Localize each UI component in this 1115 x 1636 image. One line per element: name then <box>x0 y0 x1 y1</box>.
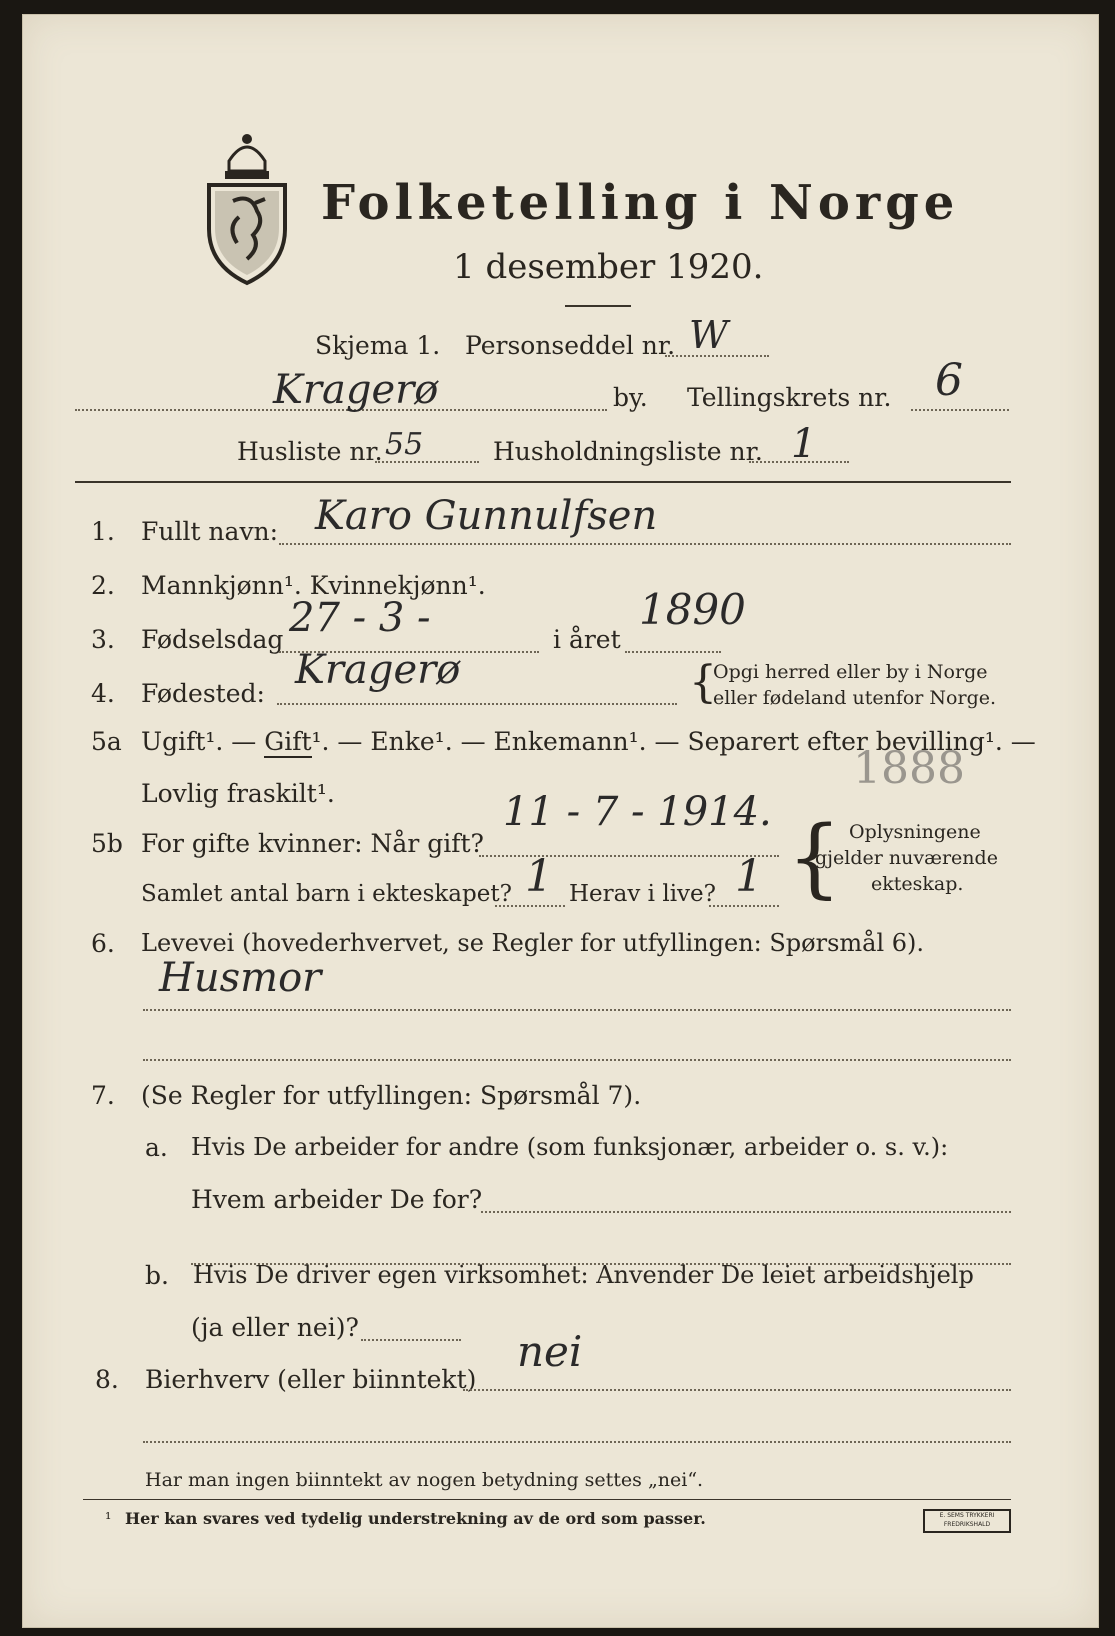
footnote-number: ¹ <box>105 1509 112 1528</box>
q5b-number: 5b <box>91 829 123 858</box>
q8-number: 8. <box>95 1365 119 1394</box>
q5b-value3[interactable]: 1 <box>735 851 763 902</box>
q7a-text: Hvis De arbeider for andre (som funksjonær, arbeider o. s. v.): <box>191 1133 949 1161</box>
coat-of-arms-icon <box>199 127 295 287</box>
q5b-line3 <box>709 905 779 907</box>
q2-number: 2. <box>91 571 115 600</box>
q3-number: 3. <box>91 625 115 654</box>
q5b-line2 <box>495 905 565 907</box>
q7-label: (Se Regler for utfyllingen: Spørsmål 7). <box>141 1081 642 1110</box>
q5a-number: 5a <box>91 727 122 756</box>
q7b-text: Hvis De driver egen virksomhet: Anvender De leiet arbeidshjelp <box>193 1261 974 1289</box>
q4-note-brace: { <box>689 657 717 708</box>
q4-note-2: eller fødeland utenfor Norge. <box>713 687 997 709</box>
q3-year-value[interactable]: 1890 <box>639 585 746 634</box>
tellingskrets-line <box>911 409 1009 411</box>
q7a-line1 <box>481 1211 1011 1213</box>
q5b-note-3: ekteskap. <box>871 873 964 895</box>
skjema-label: Skjema 1. <box>315 331 441 360</box>
q1-number: 1. <box>91 517 115 546</box>
q4-value[interactable]: Kragerø <box>295 647 461 693</box>
q5b-label2: Samlet antal barn i ekteskapet? <box>141 881 512 907</box>
q7-number: 7. <box>91 1081 115 1110</box>
q8-value[interactable]: nei <box>517 1327 583 1376</box>
q5b-note-2: gjelder nuværende <box>815 847 998 869</box>
title-divider <box>565 305 631 307</box>
personseddel-value[interactable]: W <box>689 313 729 357</box>
husliste-value[interactable]: 55 <box>385 427 424 462</box>
by-label: by. <box>613 383 648 412</box>
form-title: Folketelling i Norge <box>321 175 960 231</box>
census-form <box>22 14 1099 1628</box>
q6-label: Levevei (hovederhvervet, se Regler for utfyllingen: Spørsmål 6). <box>141 929 925 957</box>
tellingskrets-label: Tellingskrets nr. <box>687 383 892 412</box>
q3-year-line <box>625 651 721 653</box>
q8-line1 <box>463 1389 1011 1391</box>
q3-label: Fødselsdag <box>141 625 284 654</box>
personseddel-label: Personseddel nr. <box>465 331 676 360</box>
footnote-text: Her kan svares ved tydelig understrekning av de ord som passer. <box>125 1509 706 1528</box>
q8-label: Bierhverv (eller biinntekt) <box>145 1365 477 1394</box>
q3-value[interactable]: 27 - 3 - <box>289 595 431 641</box>
q1-line <box>279 543 1011 545</box>
q5a-line2: Lovlig fraskilt¹. <box>141 779 335 808</box>
q5b-note-1: Oplysningene <box>849 821 981 843</box>
q7b-letter: b. <box>145 1261 169 1290</box>
by-value[interactable]: Kragerø <box>273 367 439 413</box>
census-date: 1 desember 1920. <box>453 247 764 287</box>
q4-label: Fødested: <box>141 679 265 708</box>
q6-number: 6. <box>91 929 115 958</box>
q5b-line1 <box>479 855 779 857</box>
husliste-label: Husliste nr. <box>237 437 383 466</box>
q7b-sub: (ja eller nei)? <box>191 1313 359 1342</box>
tellingskrets-value[interactable]: 6 <box>935 355 963 406</box>
q7b-line <box>361 1339 461 1341</box>
q3-year-label: i året <box>553 625 621 654</box>
q7a-letter: a. <box>145 1133 168 1162</box>
q4-line <box>277 703 677 705</box>
q5b-label1: For gifte kvinner: Når gift? <box>141 829 484 858</box>
footer-note: Har man ingen biinntekt av nogen betydning settes „nei“. <box>145 1469 704 1491</box>
q4-number: 4. <box>91 679 115 708</box>
q5b-note-brace: { <box>787 808 842 908</box>
q2-label: Mannkjønn¹. Kvinnekjønn¹. <box>141 571 486 600</box>
q6-line1 <box>143 1009 1011 1011</box>
header-rule <box>75 481 1011 483</box>
husholdning-value[interactable]: 1 <box>791 421 817 467</box>
q5b-label3: Herav i live? <box>569 881 716 907</box>
q5b-value1[interactable]: 11 - 7 - 1914. <box>503 789 772 835</box>
q5a-margin-note: 1888 <box>853 743 965 794</box>
q5b-value2[interactable]: 1 <box>525 851 553 902</box>
q5a-gift-selected[interactable]: Gift <box>264 727 312 756</box>
q1-value[interactable]: Karo Gunnulfsen <box>315 493 658 539</box>
printer-mark: E. SEMS TRYKKERI FREDRIKSHALD <box>923 1509 1011 1533</box>
q6-line2 <box>143 1059 1011 1061</box>
q4-note-1: Opgi herred eller by i Norge <box>713 661 988 683</box>
footer-rule <box>83 1499 1011 1500</box>
husholdning-label: Husholdningsliste nr. <box>493 437 763 466</box>
q7a-sub: Hvem arbeider De for? <box>191 1185 483 1214</box>
q6-value[interactable]: Husmor <box>159 955 322 1001</box>
q5a-rest: ¹. — Enke¹. — Enkemann¹. — Separert efter bevilling¹. — <box>311 727 1036 756</box>
q8-line2 <box>143 1441 1011 1443</box>
q1-label: Fullt navn: <box>141 517 279 546</box>
q5a-ugift: Ugift¹. — <box>141 727 257 756</box>
